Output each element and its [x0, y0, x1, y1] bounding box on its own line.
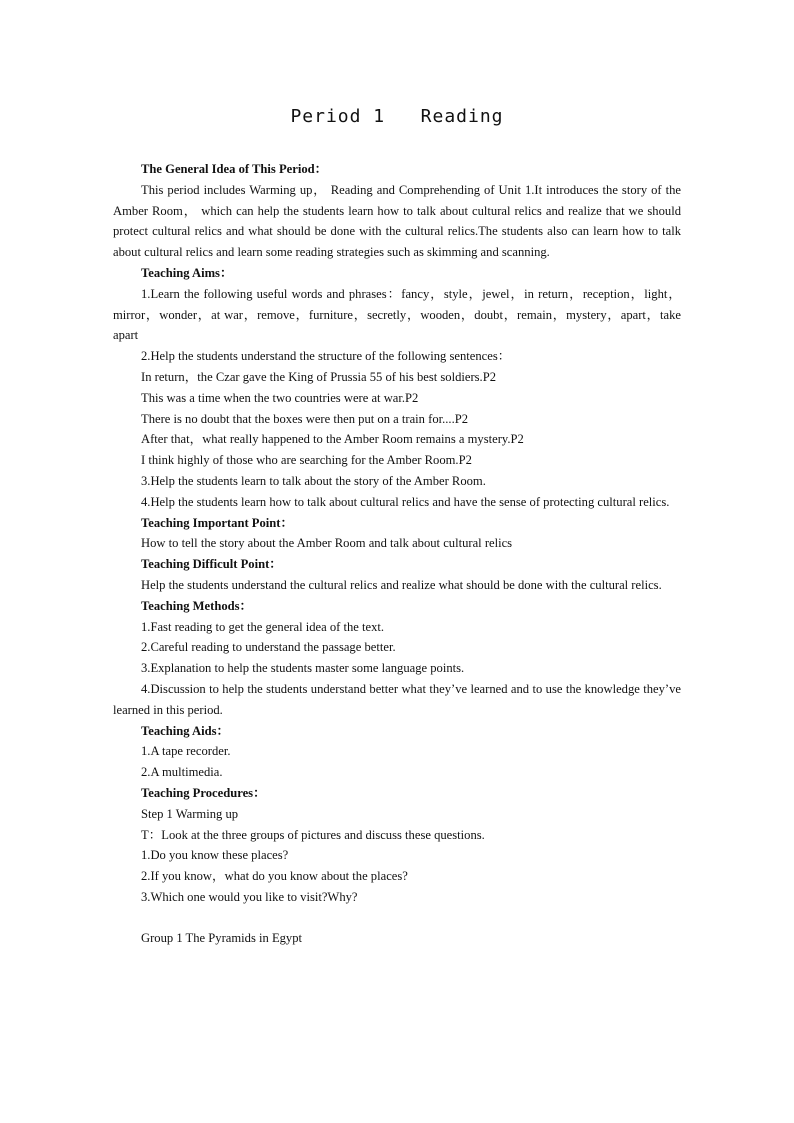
general-idea-text: This period includes Warming up， Reading and Comprehending of Unit 1.It introduces the story of the Amber Room， which can help the students learn how to talk about cultural relics and realize that we should protect cultural relics and what should be done with the cultural relics.The students also can learn how to talk about cultural relics and learn some reading strategies such as skimming and scanning. [113, 182, 681, 260]
blank-line [113, 908, 681, 929]
method-item: 3.Explanation to help the students master some language points. [141, 661, 465, 676]
question-item: 3.Which one would you like to visit?Why? [141, 889, 358, 904]
teaching-aims-heading: Teaching Aims： [141, 265, 233, 280]
question-item: 2.If you know，what do you know about the places? [141, 869, 408, 884]
page-title: Period 1 Reading [290, 106, 504, 127]
teaching-methods-heading: Teaching Methods： [141, 598, 253, 613]
example-sentence: In return，the Czar gave the King of Prussia 55 of his best soldiers.P2 [141, 369, 497, 384]
example-sentence: I think highly of those who are searching for the Amber Room.P2 [141, 453, 472, 468]
question-item: 1.Do you know these places? [141, 848, 289, 863]
aims-item-1: 1.Learn the following useful words and phrases：fancy，style，jewel，in return，reception，light，mirror，wonder，at war，remove，furniture，secretly，wooden，doubt，remain，mystery，apart，take apart [113, 286, 681, 343]
aid-item: 1.A tape recorder. [141, 744, 231, 759]
group-1-label: Group 1 The Pyramids in Egypt [141, 931, 303, 946]
step-1-label: Step 1 Warming up [141, 806, 239, 821]
teaching-aids-heading: Teaching Aids： [141, 723, 230, 738]
teaching-procedures-heading: Teaching Procedures： [141, 785, 266, 800]
aims-item-4: 4.Help the students learn how to talk about cultural relics and have the sense of protecting cultural relics. [141, 494, 670, 509]
example-sentence: This was a time when the two countries were at war.P2 [141, 390, 419, 405]
important-point-text: How to tell the story about the Amber Room and talk about cultural relics [141, 536, 513, 551]
aims-item-2: 2.Help the students understand the structure of the following sentences： [141, 349, 511, 364]
important-point-heading: Teaching Important Point： [141, 515, 294, 530]
example-sentence: After that，what really happened to the Amber Room remains a mystery.P2 [141, 432, 524, 447]
teacher-line: T：Look at the three groups of pictures and discuss these questions. [141, 827, 485, 842]
method-item: 2.Careful reading to understand the passage better. [141, 640, 396, 655]
method-item: 4.Discussion to help the students understand better what they’ve learned and to use the knowledge they’ve learned in this period. [113, 681, 681, 717]
document-body [113, 159, 681, 949]
difficult-point-heading: Teaching Difficult Point： [141, 557, 282, 572]
example-sentence: There is no doubt that the boxes were then put on a train for....P2 [141, 411, 469, 426]
method-item: 1.Fast reading to get the general idea of the text. [141, 619, 385, 634]
difficult-point-text: Help the students understand the cultural relics and realize what should be done with the cultural relics. [141, 577, 662, 592]
aid-item: 2.A multimedia. [141, 765, 223, 780]
aims-item-3: 3.Help the students learn to talk about the story of the Amber Room. [141, 473, 486, 488]
general-idea-heading: The General Idea of This Period： [141, 162, 328, 176]
